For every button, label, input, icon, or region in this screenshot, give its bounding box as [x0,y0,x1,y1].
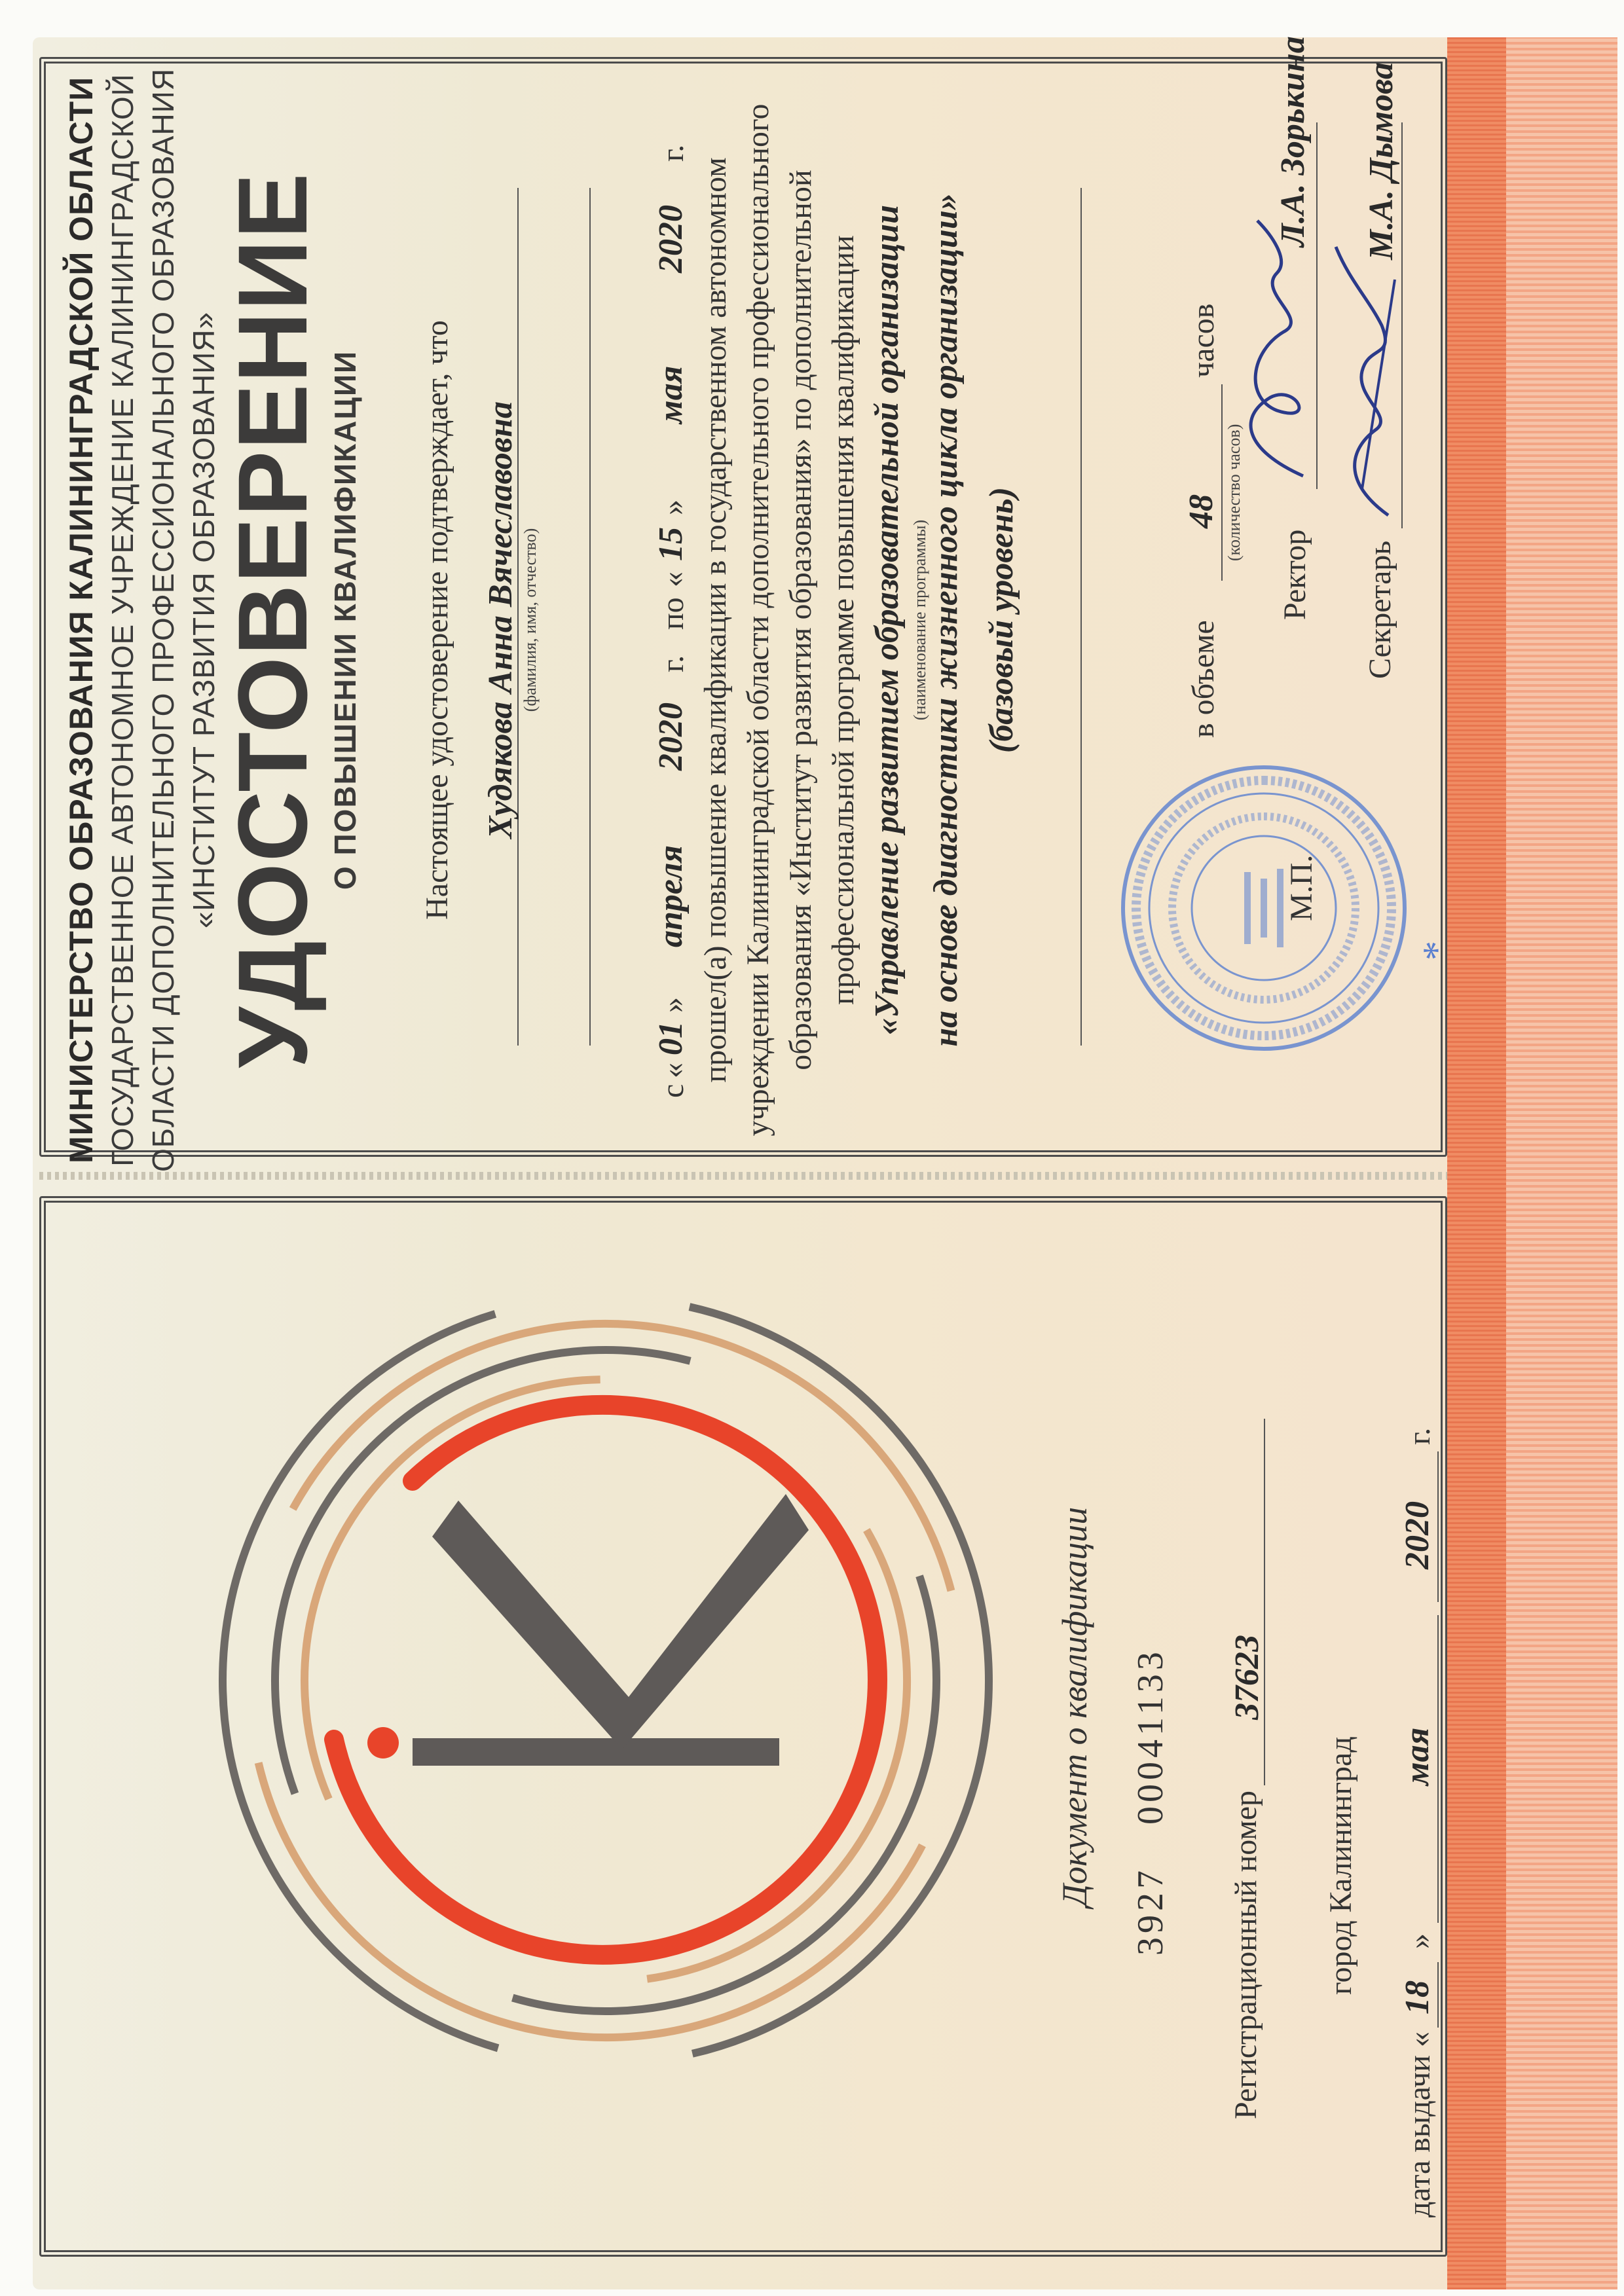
institution-line-1: ГОСУДАРСТВЕННОЕ АВТОНОМНОЕ УЧРЕЖДЕНИЕ КАЛИНИНГРАДСКОЙ [105,73,139,1167]
reg-number-value: 37623 [1228,1635,1266,1720]
person-name: Худякова Анна Вячеславовна [482,401,519,839]
issue-year: 2020 [1399,1501,1436,1569]
program-level: (базовый уровень) [983,486,1020,754]
hours-label: часов [1186,303,1221,378]
to-year-g: г. [655,144,690,162]
page-fold [39,1172,1447,1180]
document-title: Документ о квалификации [1055,1506,1094,1907]
city-label: город Калининград [1323,1736,1358,1995]
from-year-g: г. [655,655,690,672]
paragraph-line-1: прошел(а) повышение квалификации в государственном автономном [698,157,733,1083]
reg-number-line [1264,1419,1265,1785]
blank-line-1 [589,188,591,1046]
secretary-line [1401,122,1403,528]
confirm-text: Настоящее удостоверение подтверждает, что [420,320,454,920]
program-name-line-1: «Управление развитием образовательной организации [868,205,906,1035]
paragraph-line-3: образования «Институт развития образования» по дополнительной [783,170,818,1070]
institution-line-2: ОБЛАСТИ ДОПОЛНИТЕЛЬНОГО ПРОФЕССИОНАЛЬНОГО ОБРАЗОВАНИЯ [146,68,180,1172]
certificate-subtitle: О ПОВЫШЕНИИ КВАЛИФИКАЦИИ [328,350,362,890]
certificate-title: УДОСТОВЕРЕНИЕ [217,172,327,1068]
to-quote-open: « [655,572,690,587]
hours-caption: (количество часов) [1225,424,1244,561]
reg-number-label: Регистрационный номер [1228,1790,1263,2119]
from-year: 2020 [652,702,690,771]
secretary-signature [1323,240,1414,528]
issue-day-line [1437,1962,1439,2028]
paragraph-line-4: профессиональной программе повышения квалификации [826,235,860,1005]
round-seal-stamp [1113,757,1414,1059]
rector-signature [1231,214,1329,489]
mp-label: М.П. [1284,854,1319,921]
to-month: мая [652,365,690,424]
from-month: апреля [652,845,690,947]
rector-label: Ректор [1278,529,1312,620]
issue-date-label: дата выдачи [1402,2055,1437,2217]
issue-month-line [1437,1615,1439,1923]
to-year: 2020 [652,205,690,273]
star-mark: * [1415,941,1458,960]
from-day: 01 [652,1021,690,1055]
to-label: по [655,597,690,630]
secretary-label: Секретарь [1363,540,1397,679]
secretary-name: М.А. Дымова [1363,62,1400,260]
quote-close: » [1402,1933,1437,1949]
k-logo-icon [196,1255,1015,2106]
hours-line [1221,384,1223,581]
document-series: 3927 [1130,1867,1171,1956]
rector-line [1316,122,1318,489]
to-day: 15 [652,527,690,561]
issue-day: 18 [1399,1980,1436,2014]
volume-label: в объеме [1186,620,1221,738]
from-quote-open: « [655,1063,690,1078]
paragraph-line-2: учреждении Калининградской области дополнительного профессионального [741,103,775,1137]
ministry-header: МИНИСТЕРСТВО ОБРАЗОВАНИЯ КАЛИНИНГРАДСКОЙ ОБЛАСТИ [63,76,100,1164]
issue-year-suffix: г. [1402,1427,1437,1445]
to-quote-close: » [655,500,690,515]
name-caption: (фамилия, имя, отчество) [521,528,540,712]
blank-line-2 [1080,188,1082,1046]
from-quote-close: » [655,997,690,1013]
issue-year-line [1437,1451,1439,1602]
institution-line-3: «ИНСТИТУТ РАЗВИТИЯ ОБРАЗОВАНИЯ» [187,311,221,929]
hours-value: 48 [1183,494,1220,528]
document-number: 00041133 [1130,1648,1171,1825]
red-edge-band-light [1506,37,1617,2289]
rector-name: Л.А. Зорькина [1274,36,1312,247]
from-label: с [655,1084,690,1098]
program-caption: (наименование программы) [910,519,929,721]
issue-month: мая [1399,1727,1436,1785]
program-name-line-2: на основе диагностики жизненного цикла организации» [927,193,965,1047]
quote-open: « [1402,2032,1437,2047]
